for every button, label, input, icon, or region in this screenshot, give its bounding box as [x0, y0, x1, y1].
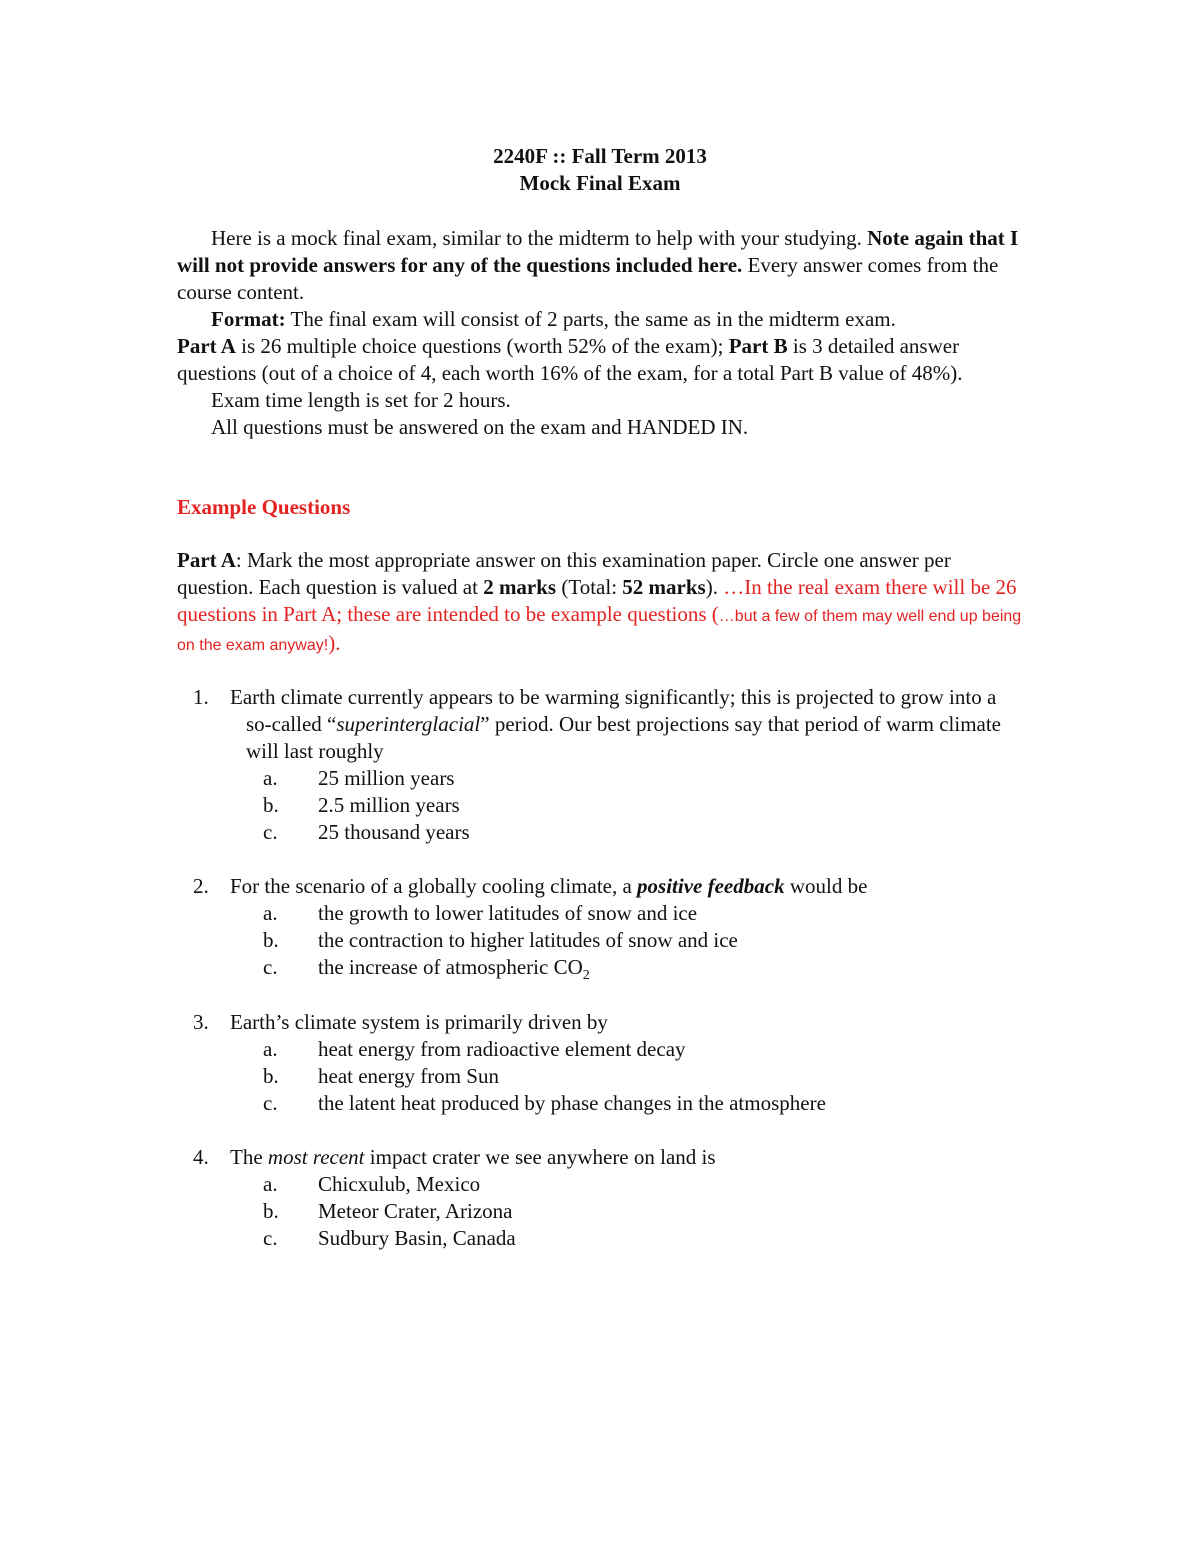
time-paragraph: Exam time length is set for 2 hours. — [211, 388, 511, 412]
question-emphasis: superinterglacial — [336, 712, 481, 736]
option-text: 2.5 million years — [318, 793, 460, 817]
option-c[interactable] — [0, 954, 1200, 984]
question-text-part: impact crater we see anywhere on land is — [364, 1145, 716, 1169]
part-a-text-2: (Total: — [556, 575, 623, 599]
option-text: heat energy from Sun — [318, 1064, 499, 1088]
option-text: the growth to lower latitudes of snow and ice — [318, 901, 698, 925]
option-letter: b. — [263, 1064, 279, 1088]
option-a[interactable] — [0, 900, 1200, 927]
option-c[interactable] — [0, 1090, 1200, 1117]
question-text — [230, 684, 1026, 765]
question-number: 3. — [193, 1010, 209, 1034]
intro-note-bold: Note again that I will not provide answers for any of the questions included here. — [177, 226, 1019, 277]
red-note-close: ). — [328, 631, 341, 655]
subscript: 2 — [582, 968, 590, 984]
option-text — [318, 954, 590, 989]
option-letter: a. — [263, 901, 278, 925]
marks-each: 2 marks — [483, 575, 557, 599]
option-text: 25 thousand years — [318, 820, 470, 844]
option-text: Meteor Crater, Arizona — [318, 1199, 513, 1223]
option-a[interactable] — [0, 1036, 1200, 1063]
intro-paragraph — [177, 225, 1027, 306]
option-letter: b. — [263, 928, 279, 952]
part-a-instructions — [177, 547, 1027, 659]
option-letter: c. — [263, 1226, 278, 1250]
part-a-label: Part A — [177, 334, 236, 358]
question-number: 1. — [193, 685, 209, 709]
option-b[interactable] — [0, 792, 1200, 819]
question-text-part: For the scenario of a globally cooling climate, a — [230, 874, 638, 898]
option-text: Chicxulub, Mexico — [318, 1172, 481, 1196]
course-heading: 2240F :: Fall Term 2013 — [493, 144, 707, 168]
intro-text-end: Every answer comes from the course content. — [177, 253, 999, 304]
question-text-part: would be — [784, 874, 868, 898]
handin-paragraph: All questions must be answered on the exam and HANDED IN. — [211, 415, 749, 439]
option-text-main: the increase of atmospheric CO — [318, 955, 583, 979]
question-text-part: Earth climate currently appears to be warming significantly; this is projected to grow into a so-called “ — [230, 685, 997, 736]
question-text: Earth’s climate system is primarily driven by — [230, 1010, 608, 1034]
option-c[interactable] — [0, 819, 1200, 846]
question-emphasis: positive feedback — [637, 874, 785, 898]
section-title: Example Questions — [177, 495, 351, 519]
part-a-description: is 26 multiple choice questions (worth 52% of the exam); — [235, 334, 729, 358]
option-text: 25 million years — [318, 766, 455, 790]
exam-title: Mock Final Exam — [519, 171, 681, 195]
option-letter: b. — [263, 793, 279, 817]
intro-block — [177, 225, 1027, 441]
option-letter: c. — [263, 820, 278, 844]
part-a-text: : Mark the most appropriate answer on this examination paper. Circle one answer per question. Each question is valued at — [177, 548, 951, 599]
option-text: heat energy from radioactive element decay — [318, 1037, 686, 1061]
red-note-small: …but a few of them may well end up being on the exam anyway! — [177, 608, 1022, 654]
format-text: The final exam will consist of 2 parts, the same as in the midterm exam. — [285, 307, 896, 331]
option-letter: a. — [263, 1172, 278, 1196]
red-note: …In the real exam there will be 26 questions in Part A; these are intended to be example questions ( — [177, 575, 1017, 626]
parts-description — [177, 333, 1027, 387]
option-b[interactable] — [0, 927, 1200, 954]
marks-total: 52 marks — [622, 575, 706, 599]
option-letter: c. — [263, 1091, 278, 1115]
part-a-text-3: ). — [705, 575, 724, 599]
option-letter: b. — [263, 1199, 279, 1223]
option-a[interactable] — [0, 1171, 1200, 1198]
option-b[interactable] — [0, 1198, 1200, 1225]
option-text: the contraction to higher latitudes of snow and ice — [318, 928, 738, 952]
question-number: 4. — [193, 1145, 209, 1169]
format-label: Format: — [211, 307, 286, 331]
question-text-part: ” period. Our best projections say that period of warm climate will last roughly — [246, 712, 1002, 763]
option-a[interactable] — [0, 765, 1200, 792]
option-letter: c. — [263, 955, 278, 979]
question-emphasis: most recent — [267, 1145, 365, 1169]
question-number: 2. — [193, 874, 209, 898]
option-letter: a. — [263, 766, 278, 790]
option-text: Sudbury Basin, Canada — [318, 1226, 516, 1250]
question-text-part: The — [230, 1145, 268, 1169]
question-text — [230, 1144, 1026, 1171]
option-b[interactable] — [0, 1063, 1200, 1090]
part-a-heading: Part A — [177, 548, 236, 572]
option-c[interactable] — [0, 1225, 1200, 1252]
question-text — [230, 873, 1026, 900]
part-b-label: Part B — [728, 334, 788, 358]
option-letter: a. — [263, 1037, 278, 1061]
part-b-description: is 3 detailed answer questions (out of a choice of 4, each worth 16% of the exam, for a total Part B value of 48%). — [177, 334, 963, 385]
intro-text: Here is a mock final exam, similar to the midterm to help with your studying. — [211, 226, 868, 250]
option-text: the latent heat produced by phase changes in the atmosphere — [318, 1091, 826, 1115]
